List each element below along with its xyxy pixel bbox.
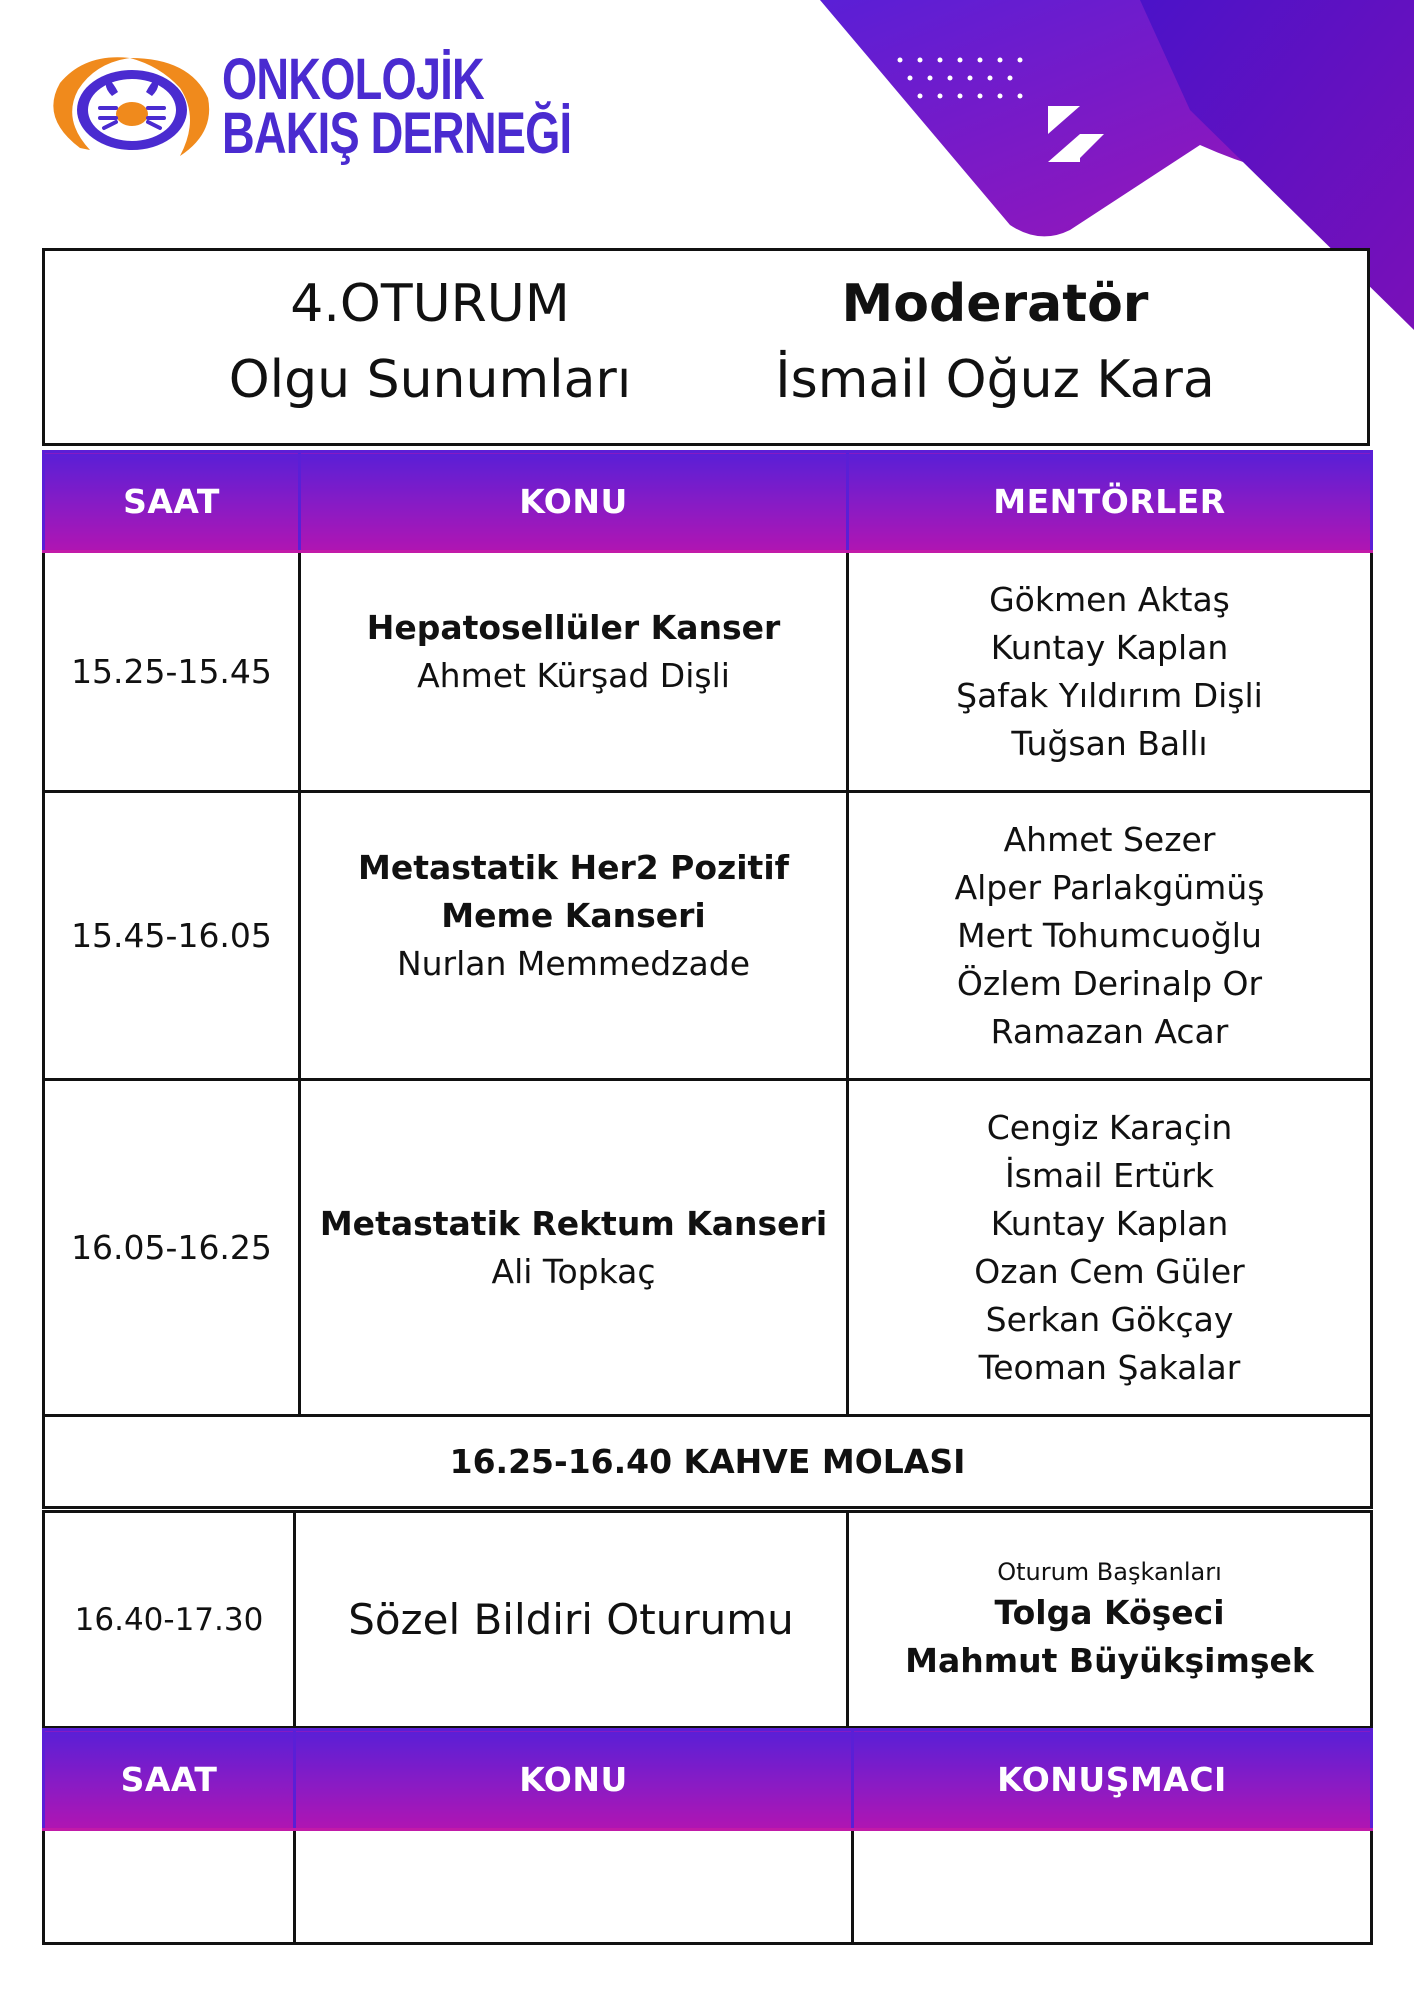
chairs-cell	[848, 1512, 1372, 1728]
time-cell: 16.05-16.25	[44, 1080, 300, 1416]
mentor-name: Özlem Derinalp Or	[956, 963, 1263, 1003]
mentors-cell	[848, 552, 1372, 792]
time-cell: 15.25-15.45	[44, 552, 300, 792]
moderator-name: İsmail Oğuz Kara	[775, 350, 1215, 410]
mentor-name: Cengiz Karaçin	[986, 1107, 1233, 1147]
mentor-name: Mert Tohumcuoğlu	[957, 915, 1262, 955]
presenter-name: Ali Topkaç	[491, 1251, 656, 1291]
mentor-name: Ahmet Sezer	[1003, 819, 1216, 859]
speakers-table	[42, 1728, 1373, 1945]
mentor-name: Kuntay Kaplan	[990, 627, 1229, 667]
chair-name: Mahmut Büyükşimşek	[905, 1640, 1314, 1680]
crab-icon	[40, 48, 220, 168]
presenter-name: Ahmet Kürşad Dişli	[417, 655, 730, 695]
table-header-row	[44, 1730, 1372, 1830]
schedule-table-cases	[42, 450, 1373, 1509]
topic-cell	[300, 552, 848, 792]
empty-cell	[295, 1830, 853, 1944]
break-row	[44, 1416, 1372, 1508]
empty-cell	[853, 1830, 1372, 1944]
session-header	[42, 248, 1370, 446]
presenter-name: Nurlan Memmedzade	[396, 943, 751, 983]
chairs-label: Oturum Başkanları	[997, 1557, 1222, 1586]
mentor-name: Serkan Gökçay	[985, 1299, 1234, 1339]
logo-line1: ONKOLOJİK	[222, 47, 484, 112]
time-cell: 16.40-17.30	[44, 1512, 295, 1728]
topic-title: Hepatosellüler Kanser	[366, 607, 781, 647]
mentors-cell	[848, 792, 1372, 1080]
table-row	[44, 792, 1372, 1080]
mentor-name: İsmail Ertürk	[1004, 1155, 1215, 1195]
logo	[40, 47, 572, 168]
session-name: Olgu Sunumları	[228, 350, 632, 410]
mentor-name: Alper Parlakgümüş	[954, 867, 1265, 907]
mentor-name: Ramazan Acar	[990, 1011, 1229, 1051]
mentor-name: Kuntay Kaplan	[990, 1203, 1229, 1243]
mentor-name: Gökmen Aktaş	[989, 579, 1230, 619]
table-row	[44, 1512, 1372, 1728]
header-mentorler: MENTÖRLER	[848, 452, 1372, 552]
table-header-row	[44, 452, 1372, 552]
header-konusmaci: KONUŞMACI	[853, 1730, 1372, 1830]
moderator-label: Moderatör	[841, 274, 1149, 334]
header-saat: SAAT	[44, 1730, 295, 1830]
header-konu: KONU	[295, 1730, 853, 1830]
oral-session-table	[42, 1510, 1373, 1729]
chair-name: Tolga Köşeci	[994, 1592, 1225, 1632]
mentors-cell	[848, 1080, 1372, 1416]
empty-cell	[44, 1830, 295, 1944]
topic-title: Metastatik Her2 Pozitif Meme Kanseri	[357, 847, 789, 935]
table-row	[44, 1080, 1372, 1416]
time-cell: 15.45-16.05	[44, 792, 300, 1080]
mentor-name: Ozan Cem Güler	[974, 1251, 1245, 1291]
topic-cell	[300, 792, 848, 1080]
mentor-name: Tuğsan Ballı	[1011, 723, 1208, 763]
mentor-name: Şafak Yıldırım Dişli	[956, 675, 1263, 715]
mentor-name: Teoman Şakalar	[978, 1347, 1241, 1387]
topic-cell	[300, 1080, 848, 1416]
session-number: 4.OTURUM	[290, 274, 570, 334]
header-konu: KONU	[300, 452, 848, 552]
logo-line2: BAKIŞ DERNEĞİ	[222, 101, 572, 166]
topic-title: Metastatik Rektum Kanseri	[319, 1203, 828, 1243]
table-row	[44, 1830, 1372, 1944]
topic-cell: Sözel Bildiri Oturumu	[295, 1512, 848, 1728]
table-row	[44, 552, 1372, 792]
header-saat: SAAT	[44, 452, 300, 552]
coffee-break: 16.25-16.40 KAHVE MOLASI	[44, 1416, 1372, 1508]
